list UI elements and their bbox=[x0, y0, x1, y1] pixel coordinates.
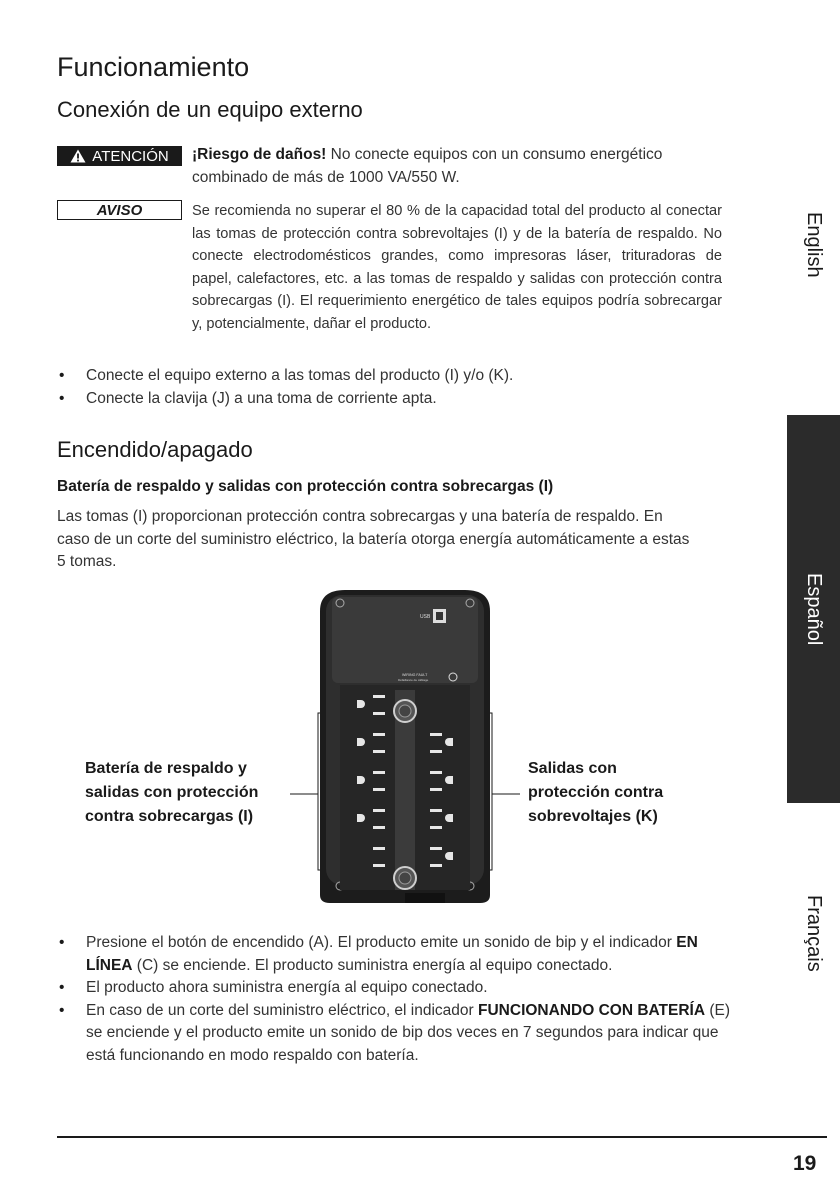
subheading: Batería de respaldo y salidas con protección contra sobrecargas (I) bbox=[57, 478, 554, 495]
atencion-badge bbox=[57, 146, 182, 166]
top-panel bbox=[332, 597, 478, 683]
side-tab-francais[interactable]: Français bbox=[803, 894, 825, 972]
section-title-conexion: Conexión de un equipo externo bbox=[57, 97, 363, 122]
connect-bullet-list bbox=[57, 365, 737, 410]
aviso-badge bbox=[57, 200, 182, 220]
ups-device-illustration bbox=[290, 585, 540, 905]
side-tab-espanol[interactable]: Español bbox=[787, 415, 840, 803]
paragraph: Las tomas (I) proporcionan protección contra sobrecargas y una batería de respaldo. En caso de un corte del suministro eléctrico, la batería otorga energía automáticamente a estas 5 tomas. bbox=[57, 508, 690, 570]
atencion-text bbox=[192, 144, 722, 189]
callout-backup-outlets: Batería de respaldo y salidas con protección contra sobrecargas (I) bbox=[85, 760, 259, 825]
list-item: • En caso de un corte del suministro eléctrico, el indicador FUNCIONANDO CON BATERÍA (E) se enciende y el producto emite un sonido de bip dos veces en 7 segundos para indicar que está funcionando en modo respaldo con batería. bbox=[57, 1000, 737, 1068]
section-title-encendido: Encendido/apagado bbox=[57, 437, 253, 462]
atencion-body: No conecte equipos con un consumo energético combinado de más de 1000 VA/550 W. bbox=[192, 146, 663, 186]
page-number: 19 bbox=[793, 1152, 817, 1175]
fault-sublabel: Défaillance de câblage bbox=[398, 678, 429, 682]
aviso-label: AVISO bbox=[96, 201, 143, 219]
fault-label: WIRING FAULT bbox=[402, 673, 428, 677]
side-tab-english[interactable]: English bbox=[803, 212, 825, 278]
atencion-bold: ¡Riesgo de daños! bbox=[192, 146, 327, 163]
list-item: • Conecte el equipo externo a las tomas del producto (I) y/o (K). bbox=[57, 365, 737, 388]
atencion-label: ATENCIÓN bbox=[92, 147, 169, 165]
list-item: • El producto ahora suministra energía al equipo conectado. bbox=[57, 977, 737, 1000]
device-foot bbox=[405, 893, 445, 903]
power-bullet-list bbox=[57, 932, 737, 1067]
footer-divider bbox=[57, 1136, 827, 1138]
warning-icon bbox=[70, 149, 86, 163]
callout-surge-outlets: Salidas con protección contra sobrevoltajes (K) bbox=[528, 760, 664, 825]
list-item: • Conecte la clavija (J) a una toma de corriente apta. bbox=[57, 388, 737, 411]
page-title: Funcionamiento bbox=[57, 52, 250, 82]
list-item: • Presione el botón de encendido (A). El producto emite un sonido de bip y el indicador EN LÍNEA (C) se enciende. El producto suministra energía al equipo conectado. bbox=[57, 932, 737, 977]
usb-label: USB bbox=[420, 614, 431, 620]
aviso-text: Se recomienda no superar el 80 % de la capacidad total del producto al conectar las tomas de protección contra sobrevoltajes (I) y de la batería de respaldo. No conecte electrodomésticos grandes, como impresoras láser, trituradoras de papel, calefactores, etc. a las tomas de respaldo y salidas con protección contra sobrecargas (I). El requerimiento energético de tales equipos podría sobrecargar y, potencialmente, dañar el producto. bbox=[192, 203, 722, 332]
